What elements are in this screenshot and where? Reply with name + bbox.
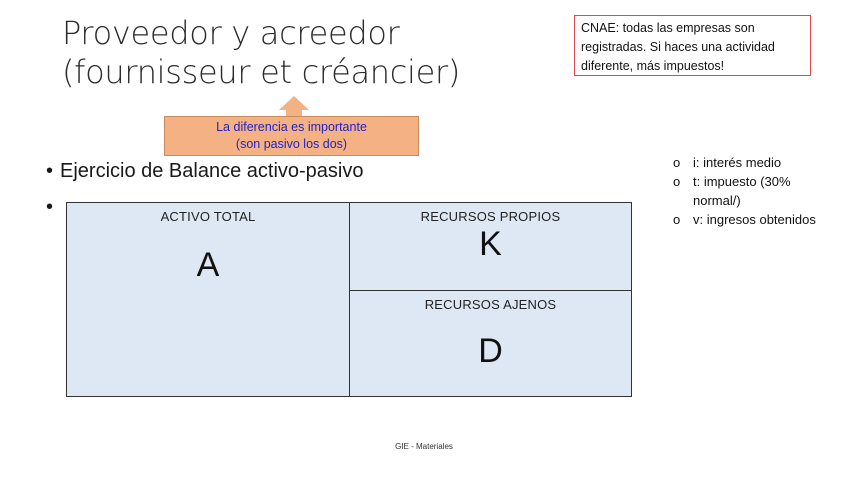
difference-callout xyxy=(164,116,419,156)
slide-title xyxy=(62,14,460,92)
bullet-item-empty xyxy=(46,196,60,219)
ajenos-letter: D xyxy=(478,332,503,370)
list-item-text: v: ingresos obtenidos xyxy=(693,212,816,227)
list-item xyxy=(673,153,833,172)
recursos-ajenos-header: RECURSOS AJENOS xyxy=(424,297,557,312)
activo-total-cell xyxy=(67,203,350,396)
bullet-marker: • xyxy=(46,160,54,182)
list-item xyxy=(673,172,833,210)
activo-total-header: ACTIVO TOTAL xyxy=(160,209,256,224)
footer-text: GIE - Materiales xyxy=(395,442,453,451)
list-item-text: t: impuesto (30% normal/) xyxy=(693,174,791,208)
list-item xyxy=(673,210,833,229)
list-marker: o xyxy=(673,174,681,189)
bullet-item-balance xyxy=(46,160,364,183)
list-item-text: i: interés medio xyxy=(693,155,782,170)
callout-line-1: La diferencia es importante xyxy=(216,120,367,134)
cnae-note-text: CNAE: todas las empresas son registradas. Si haces una actividad diferente, más impuestos! xyxy=(581,21,775,73)
list-marker: o xyxy=(673,155,681,170)
cnae-note-box xyxy=(574,15,811,76)
recursos-propios-header: RECURSOS PROPIOS xyxy=(420,209,561,224)
callout-line-2: (son pasivo los dos) xyxy=(235,137,348,151)
balance-table xyxy=(66,202,632,397)
title-line-2: (fournisseur et créancier) xyxy=(62,53,461,91)
propios-letter: K xyxy=(479,225,502,263)
recursos-propios-cell xyxy=(350,203,631,291)
activo-letter: A xyxy=(196,246,220,284)
bullet-text: Ejercicio de Balance activo-pasivo xyxy=(60,160,364,182)
list-marker: o xyxy=(673,212,681,227)
bullet-marker: • xyxy=(46,196,54,218)
recursos-ajenos-cell xyxy=(350,291,631,396)
arrow-up-icon xyxy=(279,96,309,110)
title-line-1: Proveedor y acreedor xyxy=(62,14,400,52)
variables-list xyxy=(673,153,833,229)
